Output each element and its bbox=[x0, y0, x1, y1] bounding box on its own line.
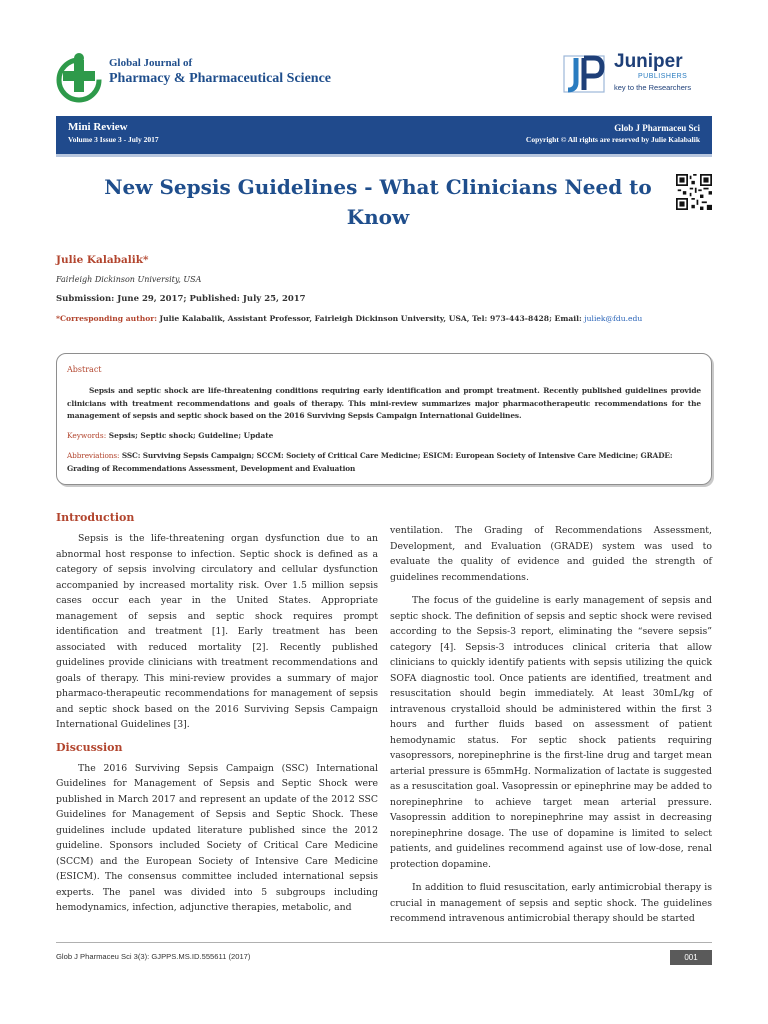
discussion-heading: Discussion bbox=[56, 740, 123, 754]
abbreviations-label: Abbreviations: bbox=[67, 451, 120, 460]
submission-dates: Submission: June 29, 2017; Published: July 25, 2017 bbox=[56, 294, 306, 304]
keywords bbox=[67, 431, 701, 440]
right-paragraph-1: ventilation. The Grading of Recommendations Assessment, Development, and Evaluation (GRADE) system was used to evaluate the quality of evidence and guided the strength of guidelines recommendations. bbox=[390, 525, 712, 583]
copyright: Copyright © All rights are reserved by Julie Kalabalik bbox=[525, 135, 700, 144]
publisher-sub: PUBLISHERS bbox=[638, 73, 688, 80]
abstract-body: Sepsis and septic shock are life-threatening conditions requiring early identification and prompt treatment. Recently published guidelines provide clinicians with treatment recommendations and goals of therapy. This mini-review summarizes major pharmacotherapeutic recommendations for the management of sepsis and septic shock based on the 2016 Surviving Sepsis Campaign International Guidelines. bbox=[67, 386, 701, 420]
corresponding-label: *Corresponding author: bbox=[56, 314, 158, 323]
introduction-paragraph: Sepsis is the life-threatening organ dysfunction due to an abnormal host response to infection. Septic shock is defined as a category of sepsis involving circulatory and cellular dysfunction accompanied by increased mortality risk. Over 1.5 million sepsis cases occur each year in the United States. Appropriate management of sepsis and septic shock requires prompt identification and treatment [1]. Early treatment has been associated with reduced mortality [2]. Recently published guidelines provide clinicians with treatment recommendations and goals of therapy. This mini-review provides a summary of major pharmaco-therapeutic recommendations for management of sepsis and septic shock based on the 2016 Surviving Sepsis Campaign International Guidelines [3]. bbox=[56, 533, 378, 730]
page-number: 001 bbox=[670, 950, 712, 965]
right-paragraph-2: The focus of the guideline is early management of sepsis and septic shock. The definition of sepsis and septic shock were revised according to the Sepsis-3 report, eliminating the “severe sepsis” category [4]. Sepsis-3 introduces clinical criteria that allow clinicians to quickly identify patients with sepsis utilizing the quick SOFA diagnostic tool. Once patients are identified, treatment and resuscitation should begin immediately. At least 30mL/kg of intravenous crystalloid should be administered within the first 3 hours and further fluids based on assessment of patient hemodynamic status. For septic shock patients requiring vasopressors, norepinephrine is the first-line drug and target mean arterial pressure is 65mmHg. Normalization of lactate is suggested as a resuscitation goal. Vasopressin or epinephrine may be added to norepinephrine to achieve target mean arterial pressure. Vasopressin addition to norepinephrine may assist in decreasing norepinephrine dosage. The use of dopamine is limited to select patients, and guidelines recommend against use of low-dose, renal protection dopamine. bbox=[390, 595, 712, 870]
abstract-box bbox=[56, 353, 712, 485]
juniper-logo-icon bbox=[562, 50, 608, 96]
abbreviations-text: SSC: Surviving Sepsis Campaign; SCCM: Society of Critical Care Medicine; ESICM: European Society of Intensive Care Medicine; GRADE: Grading of Recommendations Assessment, Development and Evaluation bbox=[67, 451, 673, 473]
publisher-logo bbox=[562, 50, 712, 96]
footer-divider bbox=[56, 942, 712, 943]
journal-short: Glob J Pharmaceu Sci bbox=[614, 123, 700, 133]
corresponding-author bbox=[56, 314, 642, 323]
keywords-label: Keywords: bbox=[67, 431, 107, 440]
article-type: Mini Review bbox=[68, 121, 128, 133]
abbreviations bbox=[67, 450, 701, 475]
volume-issue: Volume 3 Issue 3 - July 2017 bbox=[68, 135, 159, 144]
abstract-heading: Abstract bbox=[67, 365, 102, 374]
right-paragraph-3: In addition to fluid resuscitation, early antimicrobial therapy is crucial in management of sepsis and septic shock. The guidelines recommend intravenous antimicrobial therapy should be started bbox=[390, 882, 712, 924]
journal-name bbox=[109, 56, 331, 88]
journal-name-line2: Pharmacy & Pharmaceutical Science bbox=[109, 71, 331, 86]
footer-citation: Glob J Pharmaceu Sci 3(3): GJPPS.MS.ID.555611 (2017) bbox=[56, 952, 251, 961]
article-band bbox=[56, 116, 712, 157]
author-name: Julie Kalabalik* bbox=[56, 254, 149, 266]
corresponding-text: Julie Kalabalik, Assistant Professor, Fairleigh Dickinson University, USA, Tel: 973-443-8428; Email: bbox=[159, 314, 582, 323]
journal-logo-icon bbox=[52, 50, 106, 104]
discussion-paragraph: The 2016 Surviving Sepsis Campaign (SSC) International Guidelines for Management of Sepsis and Septic Shock were published in March 2017 and represent an update of the 2012 SSC Guidelines for Management of Sepsis and Septic Shock. These guidelines include updated literature published since the 2012 guideline. Sponsors included Society of Critical Care Medicine (SCCM) and the European Society of Intensive Care Medicine (ESICM). The consensus committee included international sepsis experts. The panel was divided into 5 subgroups including hemodynamics, infection, adjunctive therapies, metabolic, and bbox=[56, 762, 378, 913]
right-column bbox=[390, 523, 712, 927]
qr-code-icon[interactable] bbox=[676, 174, 712, 210]
band-left bbox=[68, 121, 159, 145]
publisher-tagline: key to the Researchers bbox=[614, 83, 692, 92]
keywords-text: Sepsis; Septic shock; Guideline; Update bbox=[108, 431, 274, 440]
author-affiliation: Fairleigh Dickinson University, USA bbox=[56, 275, 202, 284]
publisher-name: Juniper bbox=[614, 51, 683, 72]
journal-name-line1: Global Journal of bbox=[109, 57, 193, 69]
corresponding-email-link[interactable]: juliek@fdu.edu bbox=[584, 314, 643, 323]
article-title: New Sepsis Guidelines - What Clinicians Need to Know bbox=[104, 175, 652, 229]
left-column bbox=[56, 511, 378, 916]
introduction-heading: Introduction bbox=[56, 511, 135, 524]
band-right bbox=[526, 122, 700, 145]
